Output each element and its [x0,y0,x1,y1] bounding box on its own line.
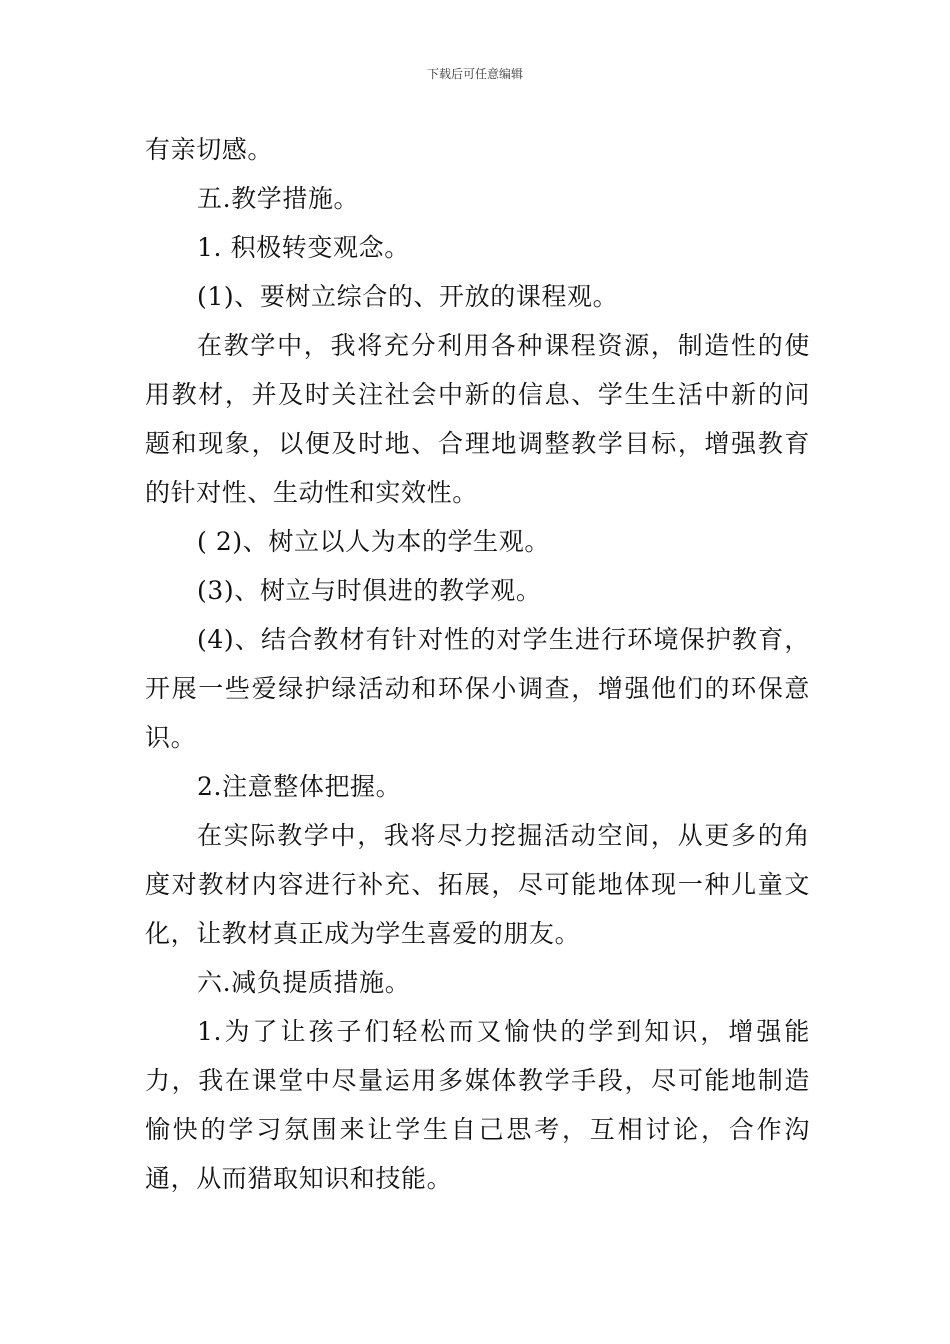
subsection-heading: 1. 积极转变观念。 [197,233,410,262]
paragraph: 有亲切感。 [145,135,274,164]
section-heading: 六.减负提质措施。 [197,968,411,997]
document-body [145,125,810,1203]
list-item: (4)、结合教材有针对性的对学生进行环境保护教育，开展一些爱绿护绿活动和环保小调查，增强他们的环保意识。 [145,625,810,752]
list-item: (1)、要树立综合的、开放的课程观。 [197,282,619,311]
list-item: ( 2)、树立以人为本的学生观。 [197,527,550,556]
paragraph: 在教学中，我将充分利用各种课程资源，制造性的使用教材，并及时关注社会中新的信息、学生生活中新的问题和现象，以便及时地、合理地调整教学目标，增强教育的针对性、生动性和实效性。 [145,331,810,507]
list-item: (3)、树立与时俱进的教学观。 [197,576,542,605]
paragraph: 1.为了让孩子们轻松而又愉快的学到知识，增强能力，我在课堂中尽量运用多媒体教学手段，尽可能地制造愉快的学习氛围来让学生自己思考，互相讨论，合作沟通，从而猎取知识和技能。 [145,1017,810,1193]
page-header: 下载后可任意编辑 [426,67,523,81]
section-heading: 五.教学措施。 [197,184,360,213]
subsection-heading: 2.注意整体把握。 [197,772,402,801]
paragraph: 在实际教学中，我将尽力挖掘活动空间，从更多的角度对教材内容进行补充、拓展，尽可能地体现一种儿童文化，让教材真正成为学生喜爱的朋友。 [145,821,810,948]
